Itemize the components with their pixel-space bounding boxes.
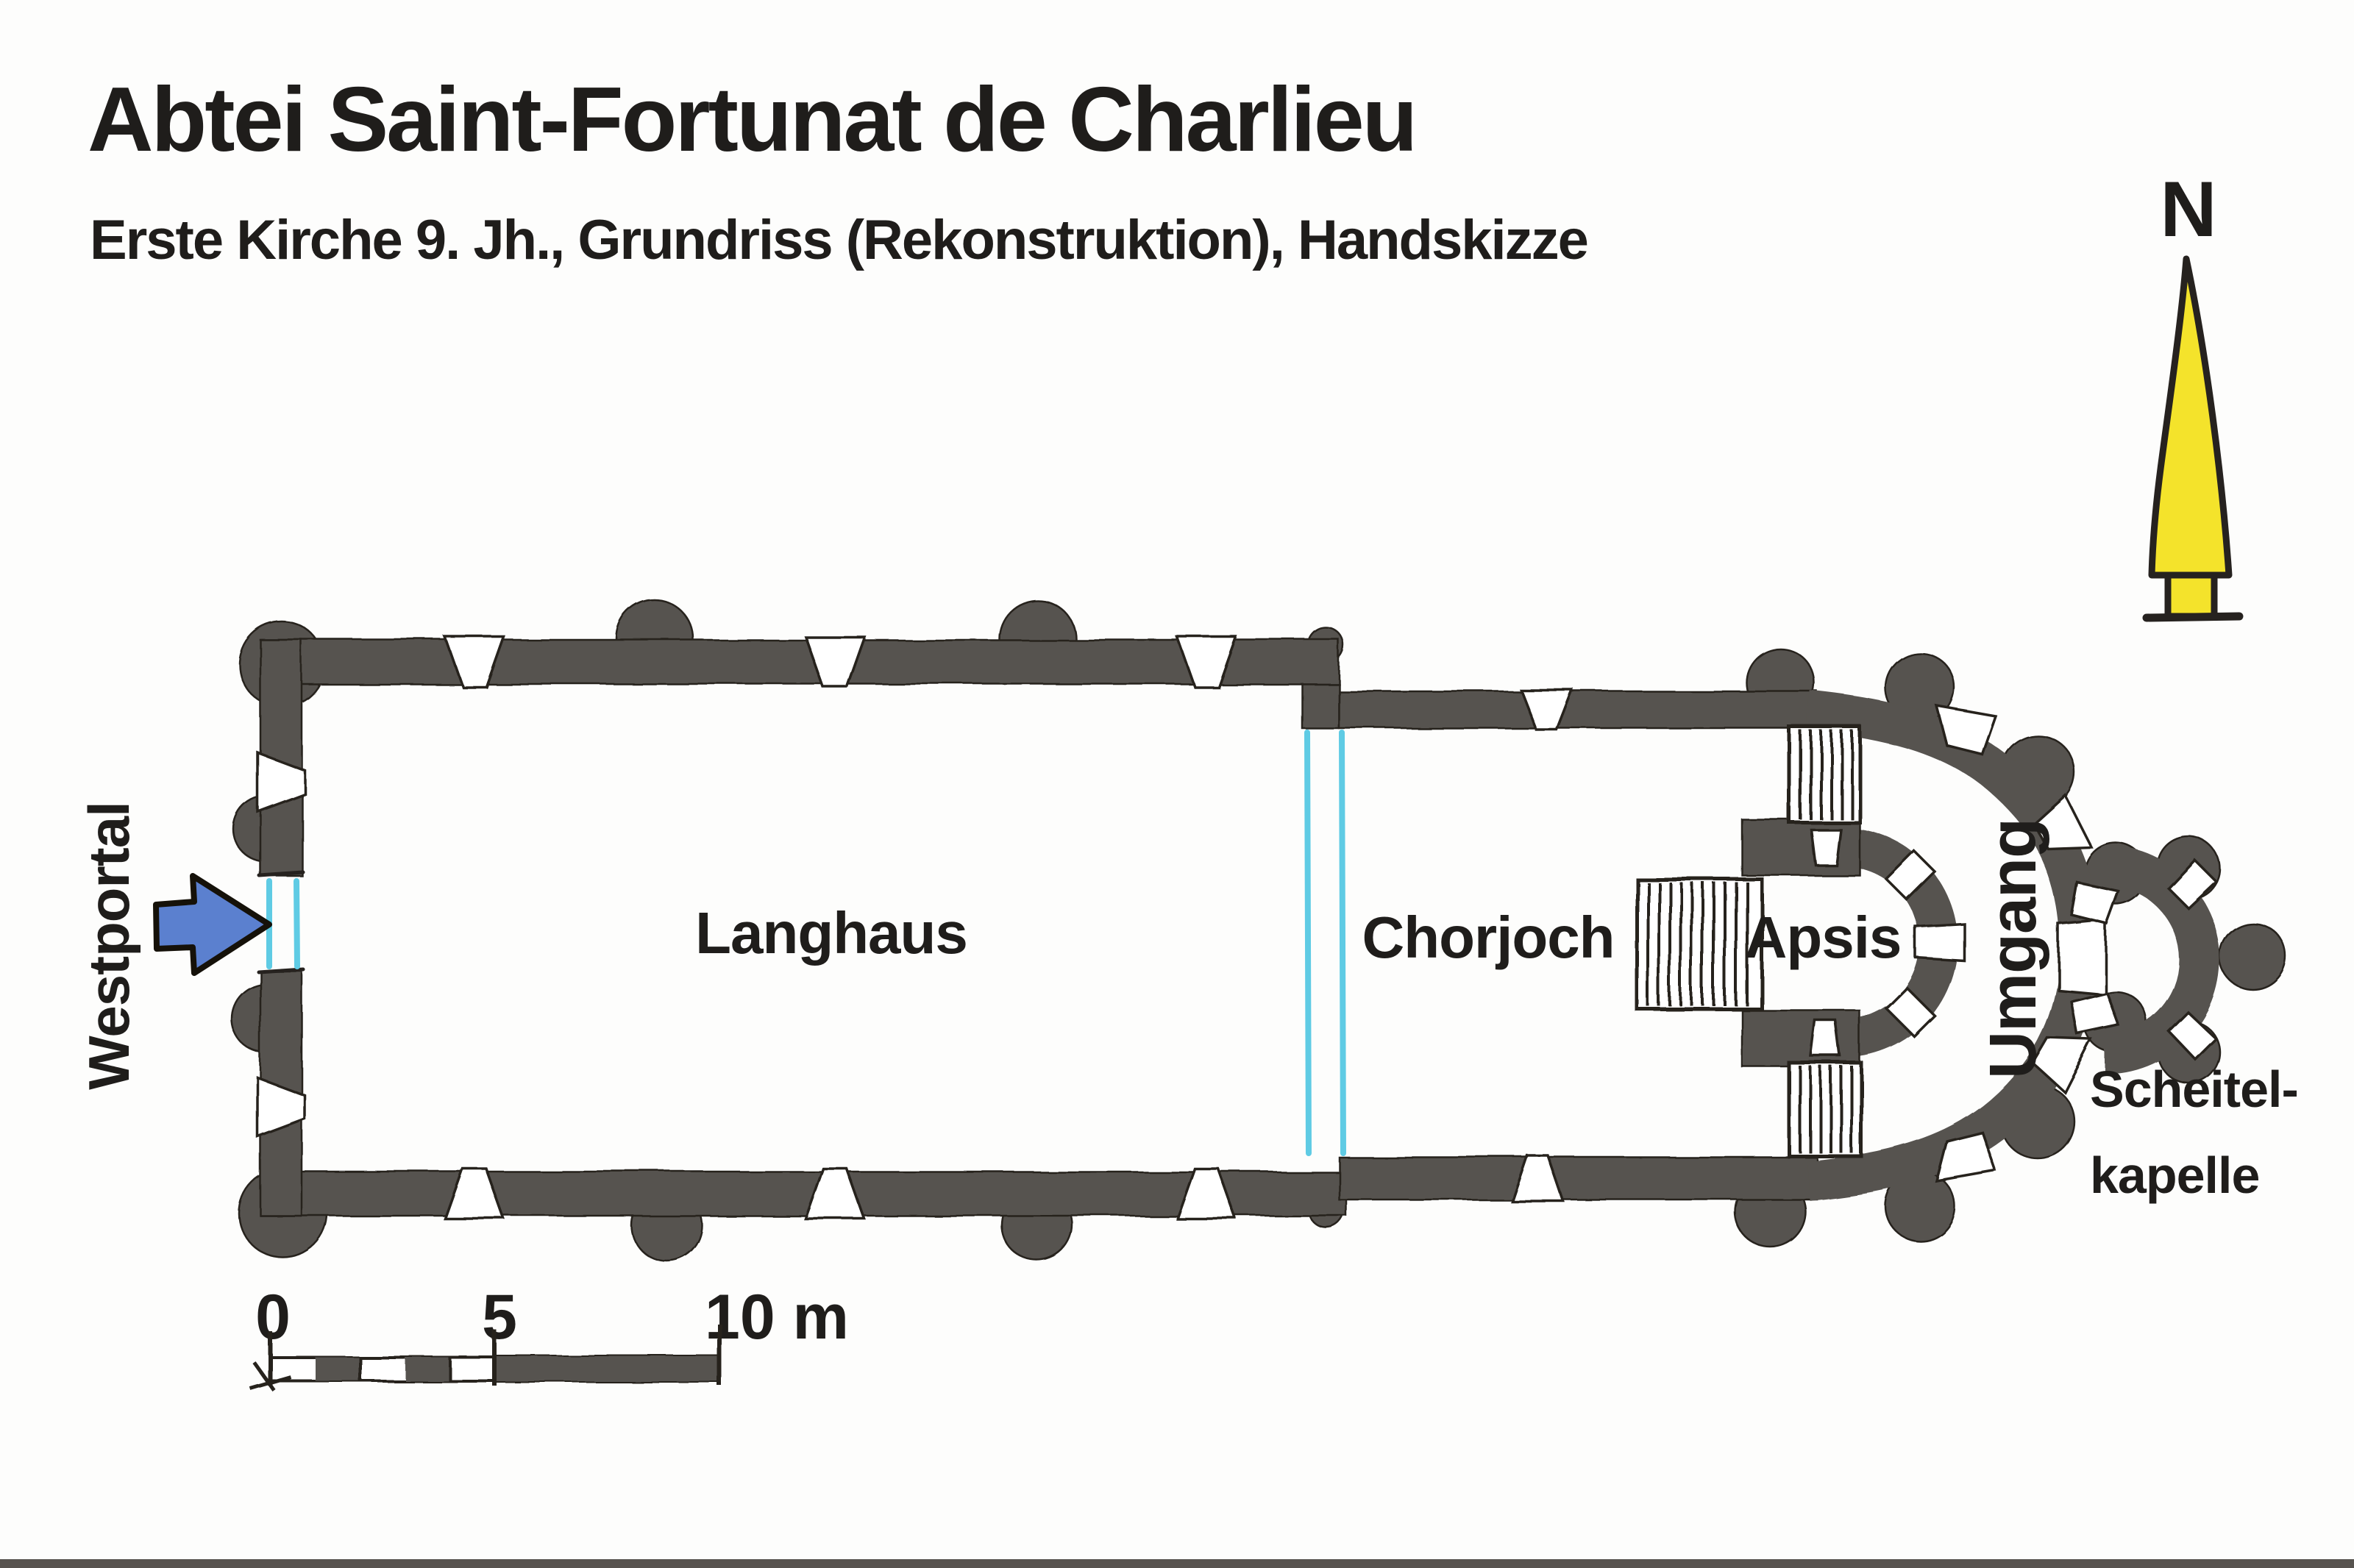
label-scheitelkapelle-1: Scheitel- — [2090, 1061, 2298, 1118]
label-westportal: Westportal — [77, 802, 141, 1090]
apse-shoulder-north — [1742, 819, 1860, 875]
label-umgang: Umgang — [1977, 819, 2050, 1079]
label-langhaus: Langhaus — [695, 900, 967, 966]
apse-stairs — [1637, 879, 1762, 1009]
label-chorjoch: Chorjoch — [1362, 905, 1615, 970]
ambulatory-stairs-south — [1789, 1063, 1861, 1156]
image-bottom-edge — [0, 1559, 2354, 1568]
chapel-opening — [2058, 919, 2105, 994]
page-subtitle: Erste Kirche 9. Jh., Grundriss (Rekonstruktion), Handskizze — [90, 209, 1587, 271]
north-arrow-icon — [2147, 165, 2239, 618]
north-label: N — [2160, 165, 2217, 253]
chancel-arch-marker — [1307, 733, 1343, 1153]
page-title: Abtei Saint-Fortunat de Charlieu — [88, 69, 1416, 171]
apse-shoulder-south — [1742, 1011, 1860, 1066]
scale-tick-10: 10 m — [705, 1282, 850, 1353]
scale-tick-5: 5 — [482, 1282, 517, 1353]
label-scheitelkapelle-2: kapelle — [2090, 1147, 2260, 1204]
ambulatory-stairs-north — [1789, 727, 1860, 822]
entrance-arrow-icon — [156, 876, 269, 973]
scale-bar — [250, 1282, 849, 1390]
scale-tick-0: 0 — [255, 1282, 291, 1353]
label-apsis: Apsis — [1744, 905, 1902, 970]
